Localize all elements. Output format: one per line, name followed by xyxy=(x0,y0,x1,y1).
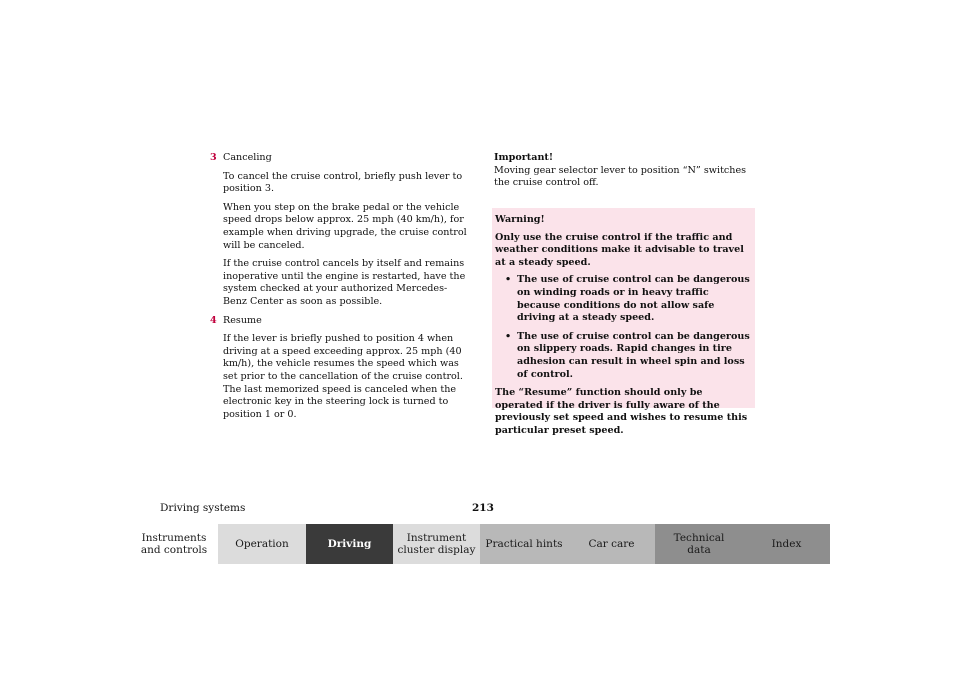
chapter-nav-bar xyxy=(130,524,830,564)
warning-bullet-text: The use of cruise control can be dangerous on winding roads or in heavy traffic because conditions do not allow safe driving at a steady speed. xyxy=(517,274,750,324)
step-paragraph: If the lever is briefly pushed to position 4 when driving at a speed exceeding approx. 25 mph (40 km/h), the vehicle resumes the speed which was set prior to the cancellation of the cruise control. The last memorized speed is canceled when the electronic key in the steering lock is turned to position 1 or 0. xyxy=(223,333,463,420)
step-title: Resume xyxy=(223,314,262,326)
tab-instruments-and-controls[interactable]: Instruments and controls xyxy=(130,524,218,564)
tab-instrument-cluster-display[interactable]: Instrument cluster display xyxy=(393,524,480,564)
bullet-icon: • xyxy=(505,274,512,286)
warning-list-item xyxy=(495,274,751,324)
warning-title: Warning! xyxy=(495,214,545,225)
tab-practical-hints[interactable]: Practical hints xyxy=(480,524,568,564)
warning-list xyxy=(495,274,751,381)
warning-intro: Only use the cruise control if the traffic and weather conditions make it advisable to travel at a steady speed. xyxy=(495,231,744,268)
bullet-icon: • xyxy=(505,330,512,342)
step-item-resume xyxy=(210,315,468,422)
tab-driving[interactable]: Driving xyxy=(306,524,393,564)
page-number: 213 xyxy=(472,502,494,514)
warning-outro: The “Resume” function should only be operated if the driver is fully aware of the previously set speed and wishes to resume this particular preset speed. xyxy=(495,387,748,436)
step-paragraph: When you step on the brake pedal or the vehicle speed drops below approx. 25 mph (40 km/h), for example when driving upgrade, the cruise control will be canceled. xyxy=(223,201,467,251)
important-text: Moving gear selector lever to position “N” switches the cruise control off. xyxy=(494,164,747,189)
tab-operation[interactable]: Operation xyxy=(218,524,306,564)
important-heading: Important! xyxy=(494,152,554,163)
tab-technical-data[interactable]: Technical data xyxy=(655,524,743,564)
warning-bullet-text: The use of cruise control can be dangerous on slippery roads. Rapid changes in tire adhesion can result in wheel spin and loss of control. xyxy=(517,330,750,380)
step-paragraph: If the cruise control cancels by itself and remains inoperative until the engine is restarted, have the system checked at your authorized Mercedes-Benz Center as soon as possible. xyxy=(223,258,466,307)
step-number: 3 xyxy=(210,152,217,163)
tab-index[interactable]: Index xyxy=(743,524,830,564)
left-column xyxy=(210,152,468,427)
step-item-canceling xyxy=(210,152,468,309)
step-number: 4 xyxy=(210,314,217,326)
right-column xyxy=(494,152,756,190)
tab-car-care[interactable]: Car care xyxy=(568,524,655,564)
step-title: Canceling xyxy=(223,152,272,163)
section-title: Driving systems xyxy=(160,502,246,514)
warning-box xyxy=(492,208,755,436)
step-paragraph: To cancel the cruise control, briefly push lever to position 3. xyxy=(223,170,463,195)
warning-list-item xyxy=(495,331,751,381)
